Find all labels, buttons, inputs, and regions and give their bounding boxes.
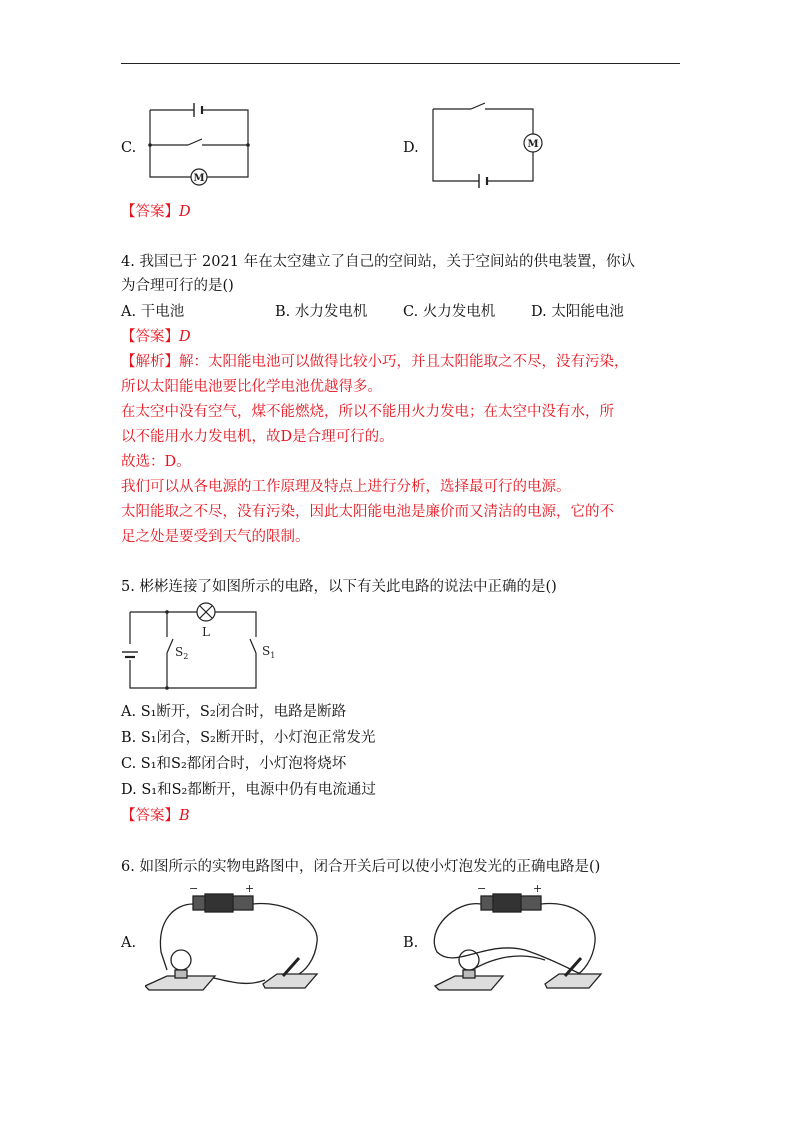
q5-option-d: D. S₁和S₂都断开，电源中仍有电流通过 [121, 782, 376, 798]
q3-circuit-d [425, 95, 555, 190]
q4-stem-line1: 4. 我国已于 2021 年在太空建立了自己的空间站，关于空间站的供电装置，你认 [121, 254, 636, 270]
q4-analysis-line: 故选：D。 [121, 454, 191, 470]
q4-answer-tag: 【答案】 [121, 329, 179, 345]
q4-analysis-line: 太阳能取之不尽，没有污染，因此太阳能电池是廉价而又清洁的电源，它的不 [121, 504, 614, 520]
q3-answer [121, 203, 191, 221]
q5-s2-label: $S_2$ [175, 645, 189, 661]
q5-s1-label: $S_1$ [262, 644, 276, 660]
svg-text:−: − [477, 882, 487, 895]
q5-option-b: B. S₁闭合，S₂断开时，小灯泡正常发光 [121, 730, 376, 746]
q5-answer-tag: 【答案】 [121, 808, 179, 824]
q4-analysis-line: 足之处是要受到天气的限制。 [121, 529, 310, 545]
q4-option-b: B. 水力发电机 [275, 304, 368, 320]
q4-option-c: C. 火力发电机 [403, 304, 496, 320]
q4-answer-value: D [179, 329, 191, 345]
q4-analysis-line: 【解析】解：太阳能电池可以做得比较小巧，并且太阳能取之不尽，没有污染， [121, 354, 629, 370]
q4-option-d: D. 太阳能电池 [531, 304, 624, 320]
q4-stem-line2: 为合理可行的是() [121, 278, 234, 294]
svg-text:−: − [189, 882, 199, 895]
q4-analysis-line: 所以太阳能电池要比化学电池优越得多。 [121, 379, 382, 395]
q3-answer-tag: 【答案】 [121, 204, 179, 220]
q4-option-a: A. 干电池 [121, 304, 185, 320]
q5-answer [121, 807, 190, 825]
q3-circuit-c [140, 95, 260, 190]
q6-option-a-label: A. [121, 935, 137, 951]
q3-answer-value: D [179, 204, 191, 220]
header-rule [121, 63, 680, 64]
svg-text:+: + [245, 882, 255, 895]
q4-analysis-line: 以不能用水力发电机，故D是合理可行的。 [121, 429, 394, 445]
q6-physical-circuit-a [145, 880, 335, 1000]
svg-text:M: M [527, 139, 539, 150]
svg-text:M: M [193, 173, 205, 184]
q5-lamp-label: L [202, 625, 210, 639]
q6-option-b-label: B. [403, 935, 419, 951]
q3-option-d-label: D. [403, 140, 419, 156]
svg-text:+: + [533, 882, 543, 895]
q5-option-c: C. S₁和S₂都闭合时，小灯泡将烧坏 [121, 756, 347, 772]
q5-stem: 5. 彬彬连接了如图所示的电路，以下有关此电路的说法中正确的是() [121, 579, 557, 595]
q4-answer [121, 328, 191, 346]
q6-stem: 6. 如图所示的实物电路图中，闭合开关后可以使小灯泡发光的正确电路是() [121, 859, 601, 875]
q6-physical-circuit-b [425, 880, 615, 1000]
q3-option-c-label: C. [121, 140, 137, 156]
q4-analysis-line: 我们可以从各电源的工作原理及特点上进行分析，选择最可行的电源。 [121, 479, 571, 495]
q5-option-a: A. S₁断开，S₂闭合时，电路是断路 [121, 704, 347, 720]
q4-analysis-line: 在太空中没有空气，煤不能燃烧，所以不能用火力发电；在太空中没有水，所 [121, 404, 614, 420]
q5-circuit [120, 595, 280, 695]
q5-answer-value: B [179, 808, 190, 824]
